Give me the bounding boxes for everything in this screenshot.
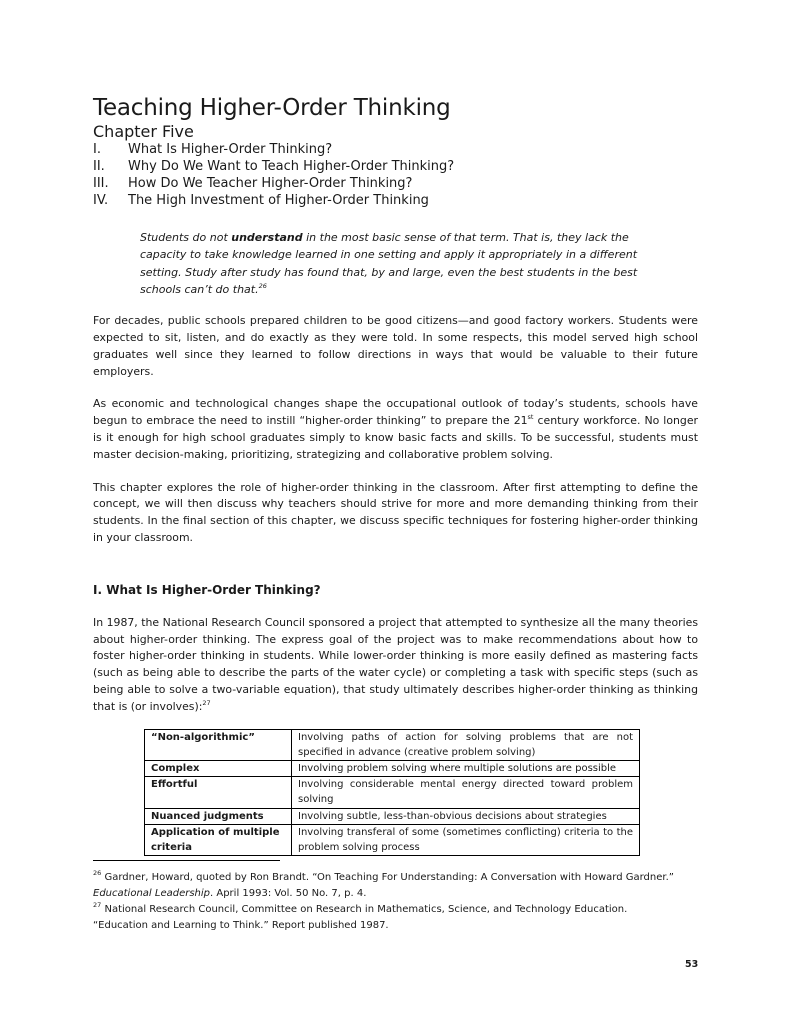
footnote-27	[93, 902, 713, 918]
footnote-journal: Educational Leadership	[93, 888, 211, 899]
footnote-text: “Education and Learning to Think.” Report published 1987.	[93, 920, 389, 931]
table-row	[145, 777, 640, 808]
footnote-divider	[93, 860, 280, 861]
toc-text: How Do We Teacher Higher-Order Thinking?	[128, 176, 413, 191]
page-body	[93, 94, 698, 856]
table-term: Effortful	[145, 777, 292, 808]
quote-text-after: in the most basic sense of that term. That is, they lack the capacity to take knowledge learned in one setting and apply it appropriately in a different setting. Study after study has found that, by and large, even the best students in the best schools can’t do that.	[140, 231, 638, 296]
toc-item	[93, 175, 698, 192]
table-row	[145, 760, 640, 776]
intro-paragraph-2	[93, 396, 698, 463]
table-definition: Involving paths of action for solving problems that are not specified in advance (creative problem solving)	[292, 729, 640, 760]
footnote-ref-26: 26	[258, 281, 267, 290]
table-of-contents	[93, 141, 698, 209]
section-heading: I. What Is Higher-Order Thinking?	[93, 582, 321, 597]
footnote-number: 26	[93, 869, 102, 877]
toc-item	[93, 141, 698, 158]
toc-number: II.	[93, 159, 105, 174]
higher-order-thinking-table	[144, 729, 640, 857]
toc-text: Why Do We Want to Teach Higher-Order Thinking?	[128, 159, 455, 174]
table-row	[145, 808, 640, 824]
ordinal-suffix: st	[527, 413, 534, 422]
toc-number: IV.	[93, 193, 109, 208]
footnote-ref-27: 27	[202, 698, 211, 707]
footnote-26	[93, 870, 713, 886]
toc-item	[93, 158, 698, 175]
toc-number: III.	[93, 176, 109, 191]
page-title: Teaching Higher-Order Thinking	[93, 95, 451, 121]
footnote-text: National Research Council, Committee on Research in Mathematics, Science, and Technology Education.	[101, 904, 628, 915]
footnote-text: . April 1993: Vol. 50 No. 7, p. 4.	[210, 888, 367, 899]
footnotes	[93, 870, 713, 934]
footnote-27-continued	[93, 918, 713, 934]
paragraph-2-text-after: century workforce. No longer is it enough for high school graduates simply to know basic facts and skills. To be successful, students must master decision-making, prioritizing, strategizing and collaborative problem solving.	[93, 414, 698, 461]
toc-number: I.	[93, 142, 101, 157]
section-paragraph-text: In 1987, the National Research Council sponsored a project that attempted to synthesize all the many theories about higher-order thinking. The express goal of the project was to make recommendations about how to foster higher-order thinking in students. While lower-order thinking is more easily defined as mastering facts (such as being able to describe the parts of the water cycle) or completing a task with specific steps (such as being able to solve a two-variable equation), that study ultimately describes higher-order thinking as thinking that is (or involves):	[93, 615, 698, 713]
paragraph-2-text-before: As economic and technological changes shape the occupational outlook of today’s students, schools have begun to embrace the need to instill “higher-order thinking” to prepare the 21	[93, 397, 698, 428]
table-row	[145, 729, 640, 760]
toc-text: The High Investment of Higher-Order Thinking	[128, 193, 429, 208]
intro-paragraph-1: For decades, public schools prepared children to be good citizens—and good factory workers. Students were expected to sit, listen, and do exactly as they were told. In some respects, this model served high school graduates well since they learned to follow directions in ways that would be valuable to their future employers.	[93, 314, 698, 378]
quote-text-before: Students do not	[140, 231, 232, 244]
toc-text: What Is Higher-Order Thinking?	[128, 142, 333, 157]
table-term: Nuanced judgments	[145, 808, 292, 824]
table-term: Complex	[145, 760, 292, 776]
table-term: Application of multiple criteria	[145, 824, 292, 855]
table-definition: Involving problem solving where multiple solutions are possible	[292, 760, 640, 776]
footnote-26-continued	[93, 886, 713, 902]
page-number: 53	[685, 959, 699, 970]
table-row	[145, 824, 640, 855]
table-definition: Involving subtle, less-than-obvious decisions about strategies	[292, 808, 640, 824]
quote-emphasis: understand	[231, 231, 303, 244]
footnote-number: 27	[93, 901, 102, 909]
table-definition: Involving transferal of some (sometimes conflicting) criteria to the problem solving process	[292, 824, 640, 855]
table-definition: Involving considerable mental energy directed toward problem solving	[292, 777, 640, 808]
block-quote	[140, 229, 652, 298]
intro-paragraph-3: This chapter explores the role of higher-order thinking in the classroom. After first attempting to define the concept, we will then discuss why teachers should strive for more and more demanding thinking from their students. In the final section of this chapter, we discuss specific techniques for fostering higher-order thinking in your classroom.	[93, 480, 698, 544]
section-paragraph	[93, 615, 698, 716]
chapter-label: Chapter Five	[93, 122, 194, 141]
footnote-text: Gardner, Howard, quoted by Ron Brandt. “On Teaching For Understanding: A Conversation with Howard Gardner.”	[101, 872, 674, 883]
toc-item	[93, 192, 698, 209]
table-term: “Non-algorithmic”	[145, 729, 292, 760]
